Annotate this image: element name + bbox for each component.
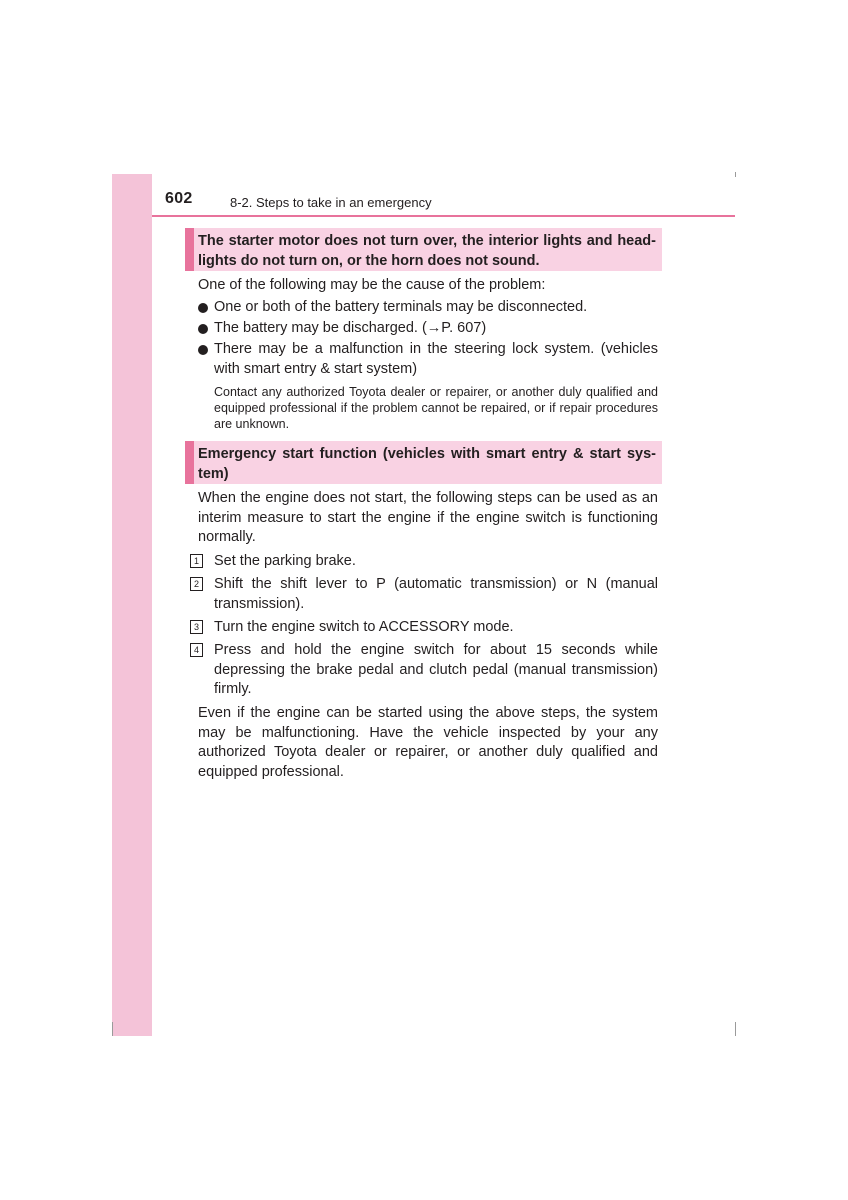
- step-item: [190, 618, 658, 638]
- step-text: Set the parking brake.: [214, 553, 356, 569]
- step-number: 1: [190, 554, 203, 568]
- bullet-text: There may be a malfunction in the steering lock system. (vehicles with smart entry & start system): [214, 341, 658, 377]
- heading-emergency-start: [185, 441, 662, 484]
- list-item: [198, 339, 658, 379]
- crop-mark-bottom-left: [112, 1022, 113, 1036]
- step-text: Press and hold the engine switch for about 15 seconds while depressing the brake pedal and clutch pedal (manual transmission) firmly.: [214, 642, 658, 697]
- bullet-icon: [198, 324, 208, 334]
- heading-starter-motor: [185, 228, 662, 271]
- closing-paragraph: Even if the engine can be started using the above steps, the system may be malfunctioning. Have the vehicle inspected by your any authorized Toyota dealer or repairer, or another duly qualified and equipped professional.: [198, 705, 658, 780]
- intro-causes: One of the following may be the cause of the problem:: [198, 277, 546, 293]
- section-title: 8-2. Steps to take in an emergency: [230, 195, 432, 210]
- page-number: 602: [165, 190, 193, 207]
- header-rule: [152, 215, 735, 217]
- step-item: [190, 641, 658, 700]
- step-item: [190, 552, 658, 572]
- repair-note: Contact any authorized Toyota dealer or repairer, or another duly qualified and equipped professional if the problem cannot be repaired, or if repair procedures are unknown.: [214, 385, 658, 431]
- bullet-text: One or both of the battery terminals may be disconnected.: [214, 299, 588, 315]
- crop-mark-top: [735, 172, 736, 177]
- heading-text: Emergency start function (vehicles with smart entry & start sys-tem): [198, 446, 656, 482]
- heading-text: The starter motor does not turn over, the interior lights and head-lights do not turn on, or the horn does not sound.: [198, 233, 656, 269]
- step-text: Turn the engine switch to ACCESSORY mode.: [214, 619, 514, 635]
- bullet-icon: [198, 345, 208, 355]
- list-item: [198, 297, 658, 317]
- side-tab-band: [112, 174, 152, 1036]
- bullet-icon: [198, 303, 208, 313]
- step-number: 4: [190, 643, 203, 657]
- step-number: 2: [190, 577, 203, 591]
- step-text: Shift the shift lever to P (automatic transmission) or N (manual transmission).: [214, 576, 658, 612]
- step-item: [190, 575, 658, 614]
- crop-mark-bottom-right: [735, 1022, 736, 1036]
- page-header: [165, 190, 735, 214]
- list-item: [198, 318, 658, 338]
- intro-emergency-start: When the engine does not start, the following steps can be used as an interim measure to start the engine if the engine switch is functioning normally.: [198, 490, 658, 545]
- bullet-text: The battery may be discharged. (→P. 607): [214, 320, 487, 336]
- step-number: 3: [190, 620, 203, 634]
